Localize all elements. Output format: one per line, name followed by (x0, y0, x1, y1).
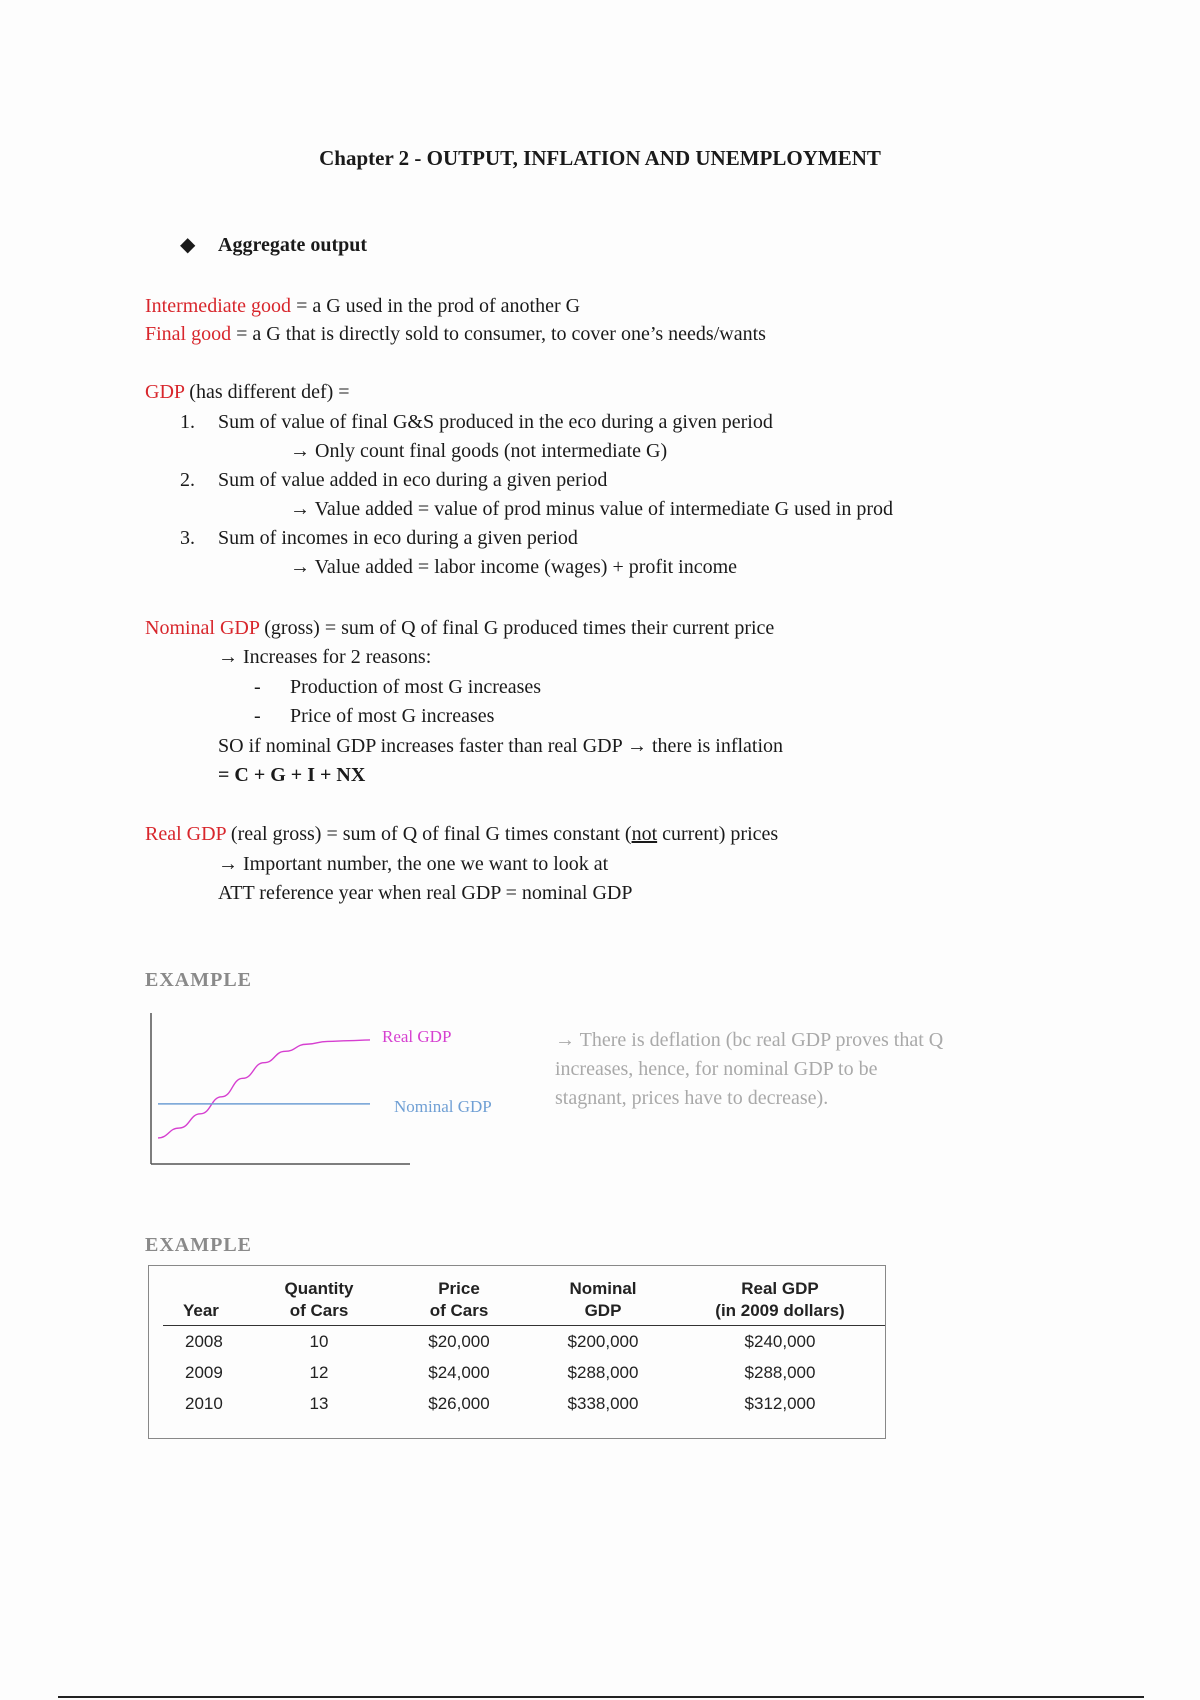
header-real-gdp: Real GDP (in 2009 dollars) (715, 1279, 845, 1320)
definition-intermediate-text: = a G used in the prod of another G (291, 295, 581, 317)
gdp-item-number: 1. (180, 411, 195, 433)
cell-quantity: 10 (309, 1331, 329, 1351)
section-heading: Aggregate output (218, 234, 368, 256)
term-nominal-gdp: Nominal GDP (145, 617, 260, 639)
cell-real-gdp: $240,000 (744, 1331, 816, 1351)
nominal-gdp-text: (gross) = sum of Q of final G produced times their current price (259, 617, 775, 639)
gdp-item-sub: → Value added = value of prod minus value of intermediate G used in prod (290, 498, 893, 520)
cell-price: $26,000 (428, 1393, 490, 1413)
gdp-item-text: Sum of value of final G&S produced in the eco during a given period (218, 411, 773, 433)
series-label-nominal-gdp: Nominal GDP (394, 1096, 492, 1116)
cell-price: $20,000 (428, 1331, 490, 1351)
header-year: Year (183, 1301, 219, 1320)
table-header-row (163, 1278, 885, 1326)
gdp-table-frame (148, 1265, 886, 1439)
gdp-item-number: 3. (180, 527, 195, 549)
series-line-real-gdp (158, 1040, 370, 1138)
page-title: Chapter 2 - OUTPUT, INFLATION AND UNEMPLOYMENT (319, 146, 881, 170)
series-label-real-gdp: Real GDP (382, 1026, 452, 1046)
cell-quantity: 12 (309, 1362, 329, 1382)
table-row (163, 1326, 885, 1358)
cell-nominal-gdp: $338,000 (567, 1393, 639, 1413)
header-quantity: Quantity of Cars (284, 1279, 354, 1320)
gdp-table (163, 1278, 885, 1419)
example-label: EXAMPLE (145, 969, 252, 991)
gdp-item-text: Sum of incomes in eco during a given period (218, 527, 578, 549)
cell-year: 2008 (185, 1331, 223, 1351)
gdp-item-number: 2. (180, 469, 195, 491)
gdp-line-chart (140, 1005, 540, 1170)
real-gdp-text-post: current) prices (657, 823, 779, 845)
term-gdp: GDP (145, 381, 185, 403)
example-note-line: → There is deflation (bc real GDP proves that Q (555, 1029, 944, 1051)
table-row (163, 1388, 885, 1419)
term-final-good: Final good (145, 323, 232, 345)
cell-real-gdp: $288,000 (744, 1362, 816, 1382)
gdp-definition-text: (has different def) = (184, 381, 350, 403)
header-price: Price of Cars (429, 1279, 489, 1320)
nominal-so-text: SO if nominal GDP increases faster than real GDP → there is inflation (218, 735, 784, 757)
header-nominal-gdp: Nominal GDP (569, 1279, 637, 1320)
reason-item: Price of most G increases (290, 705, 495, 727)
page-bottom-rule (58, 1696, 1144, 1698)
gdp-item-sub: → Value added = labor income (wages) + profit income (290, 556, 738, 578)
example-note-line: stagnant, prices have to decrease). (555, 1087, 829, 1109)
real-gdp-line1: → Important number, the one we want to look at (218, 853, 609, 875)
table-row (163, 1357, 885, 1388)
term-real-gdp: Real GDP (145, 823, 226, 845)
term-intermediate-good: Intermediate good (145, 295, 292, 317)
gdp-formula: = C + G + I + NX (218, 764, 366, 786)
real-gdp-text-not: not (631, 823, 658, 845)
reason-dash: - (254, 705, 261, 727)
real-gdp-definition (145, 821, 778, 847)
nominal-reasons-intro: → Increases for 2 reasons: (218, 646, 432, 668)
example-label: EXAMPLE (145, 1234, 252, 1256)
cell-nominal-gdp: $288,000 (567, 1362, 639, 1382)
reason-item: Production of most G increases (290, 676, 542, 698)
cell-year: 2010 (185, 1393, 223, 1413)
definition-final (145, 321, 766, 347)
definition-intermediate (145, 293, 580, 319)
real-gdp-text-pre: (real gross) = sum of Q of final G times constant ( (225, 823, 632, 845)
gdp-item-text: Sum of value added in eco during a given period (218, 469, 608, 491)
gdp-item-sub: → Only count final goods (not intermediate G) (290, 440, 668, 462)
cell-price: $24,000 (428, 1362, 490, 1382)
cell-year: 2009 (185, 1362, 223, 1382)
nominal-gdp-definition (145, 615, 774, 641)
cell-nominal-gdp: $200,000 (567, 1331, 639, 1351)
section-bullet-icon: ◆ (180, 234, 196, 256)
reason-dash: - (254, 676, 261, 698)
cell-real-gdp: $312,000 (744, 1393, 816, 1413)
definition-final-text: = a G that is directly sold to consumer, to cover one’s needs/wants (231, 323, 766, 345)
gdp-definition (145, 379, 350, 405)
example-note-line: increases, hence, for nominal GDP to be (555, 1058, 878, 1080)
cell-quantity: 13 (309, 1393, 329, 1413)
real-gdp-line2: ATT reference year when real GDP = nominal GDP (218, 882, 633, 904)
